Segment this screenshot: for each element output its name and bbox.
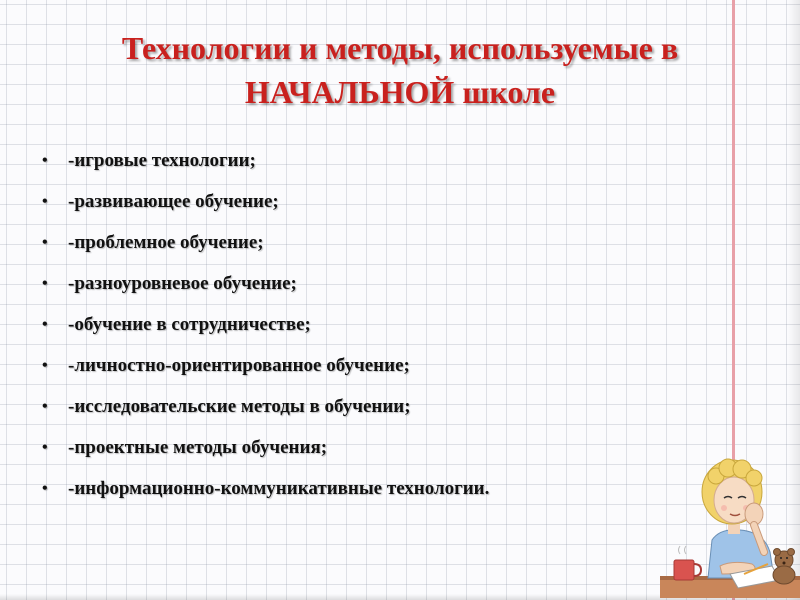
bullet-icon: •	[42, 480, 48, 497]
bullet-icon: •	[42, 357, 48, 374]
cup-icon	[674, 546, 701, 580]
bullet-icon: •	[42, 275, 48, 292]
list-item	[40, 427, 680, 468]
title-line-1: Технологии и методы, используемые в	[121, 30, 679, 66]
list-item	[40, 263, 680, 304]
bullet-icon: •	[42, 439, 48, 456]
list-item-text: -проектные методы обучения;	[68, 437, 328, 458]
bullet-icon: •	[42, 316, 48, 333]
list-item	[40, 181, 680, 222]
bullet-icon: •	[42, 234, 48, 251]
list-item-text: -личностно-ориентированное обучение;	[68, 355, 410, 376]
bullet-icon: •	[42, 193, 48, 210]
list-item	[40, 304, 680, 345]
list-item-text: -информационно-коммуникативные технологии.	[68, 478, 490, 499]
list-item	[40, 386, 680, 427]
title-line-2: НАЧАЛЬНОЙ школе	[244, 74, 556, 110]
teddy-bear-icon	[773, 549, 795, 585]
list-item-text: -развивающее обучение;	[68, 191, 279, 212]
list-item-text: -обучение в сотрудничестве;	[68, 314, 311, 335]
list-item-text: -исследовательские методы в обучении;	[68, 396, 411, 417]
list-item	[40, 468, 680, 509]
bullet-icon: •	[42, 398, 48, 415]
list-item-text: -разноуровневое обучение;	[68, 273, 297, 294]
girl-illustration	[660, 448, 800, 598]
list-item	[40, 222, 680, 263]
list-item-text: -проблемное обучение;	[68, 232, 264, 253]
bullet-icon: •	[42, 152, 48, 169]
methods-list	[40, 140, 680, 509]
slide-title	[20, 26, 780, 114]
list-item	[40, 140, 680, 181]
list-item-text: -игровые технологии;	[68, 150, 256, 171]
list-item	[40, 345, 680, 386]
